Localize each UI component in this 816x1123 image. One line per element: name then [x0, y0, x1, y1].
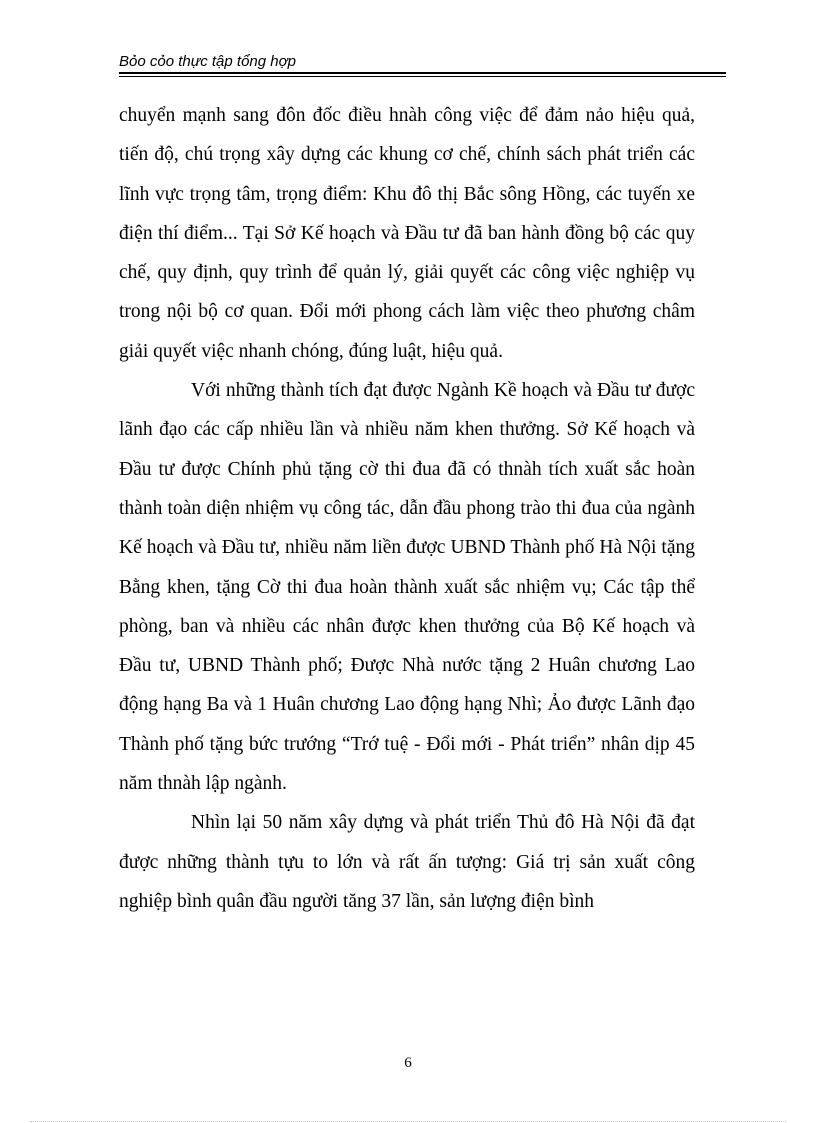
page-header: [119, 52, 726, 74]
page-number: 6: [404, 1055, 412, 1071]
paragraph-achievements: Với những thành tích đạt được Ngành Kề hoạch và Đầu tư được lãnh đạo các cấp nhiều lần và nhiều năm khen thưởng. Sở Kế hoạch và Đầu tư được Chính phủ tặng cờ thi đua đã có thnàh tích xuất sắc hoàn thành toàn diện nhiệm vụ công tác, dẫn đầu phong trào thi đua của ngành Kế hoạch và Đầu tư, nhiều năm liền được UBND Thành phố Hà Nội tặng Bằng khen, tặng Cờ thi đua hoàn thành xuất sắc nhiệm vụ; Các tập thể phòng, ban và nhiều các nhân được khen thưởng của Bộ Kế hoạch và Đầu tư, UBND Thành phố; Được Nhà nước tặng 2 Huân chương Lao động hạng Ba và 1 Huân chương Lao động hạng Nhì; Ảo được Lãnh đạo Thành phố tặng bức trướng “Trớ tuệ - Đổi mới - Phát triển” nhân dịp 45 năm thnàh lập ngành.: [119, 380, 695, 795]
paragraph-continued: chuyển mạnh sang đôn đốc điều hnàh công việc để đảm nảo hiệu quả, tiến độ, chú trọng xây dựng các khung cơ chế, chính sách phát triển các lĩnh vực trọng tâm, trọng điểm: Khu đô thị Bắc sông Hồng, các tuyến xe điện thí điểm... Tại Sở Kế hoạch và Đầu tư đã ban hành đồng bộ các quy chế, quy định, quy trình để quản lý, giải quyết các công việc nghiệp vụ trong nội bộ cơ quan. Đổi mới phong cách làm việc theo phương châm giải quyết việc nhanh chóng, đúng luật, hiệu quả.: [119, 105, 695, 362]
header-rule-thick: [119, 72, 726, 74]
header-rule-thin: [119, 76, 726, 77]
page-bottom-border: [30, 1121, 786, 1122]
header-title: Bỏo cỏo thực tập tổng hợp: [119, 53, 297, 70]
body-text: [119, 96, 695, 921]
paragraph-fifty-years: Nhìn lại 50 năm xây dựng và phát triển Thủ đô Hà Nội đã đạt được những thành tựu to lớn và rất ấn tượng: Giá trị sản xuất công nghiệp bình quân đầu người tăng 37 lần, sản lượng điện bình: [119, 812, 695, 912]
